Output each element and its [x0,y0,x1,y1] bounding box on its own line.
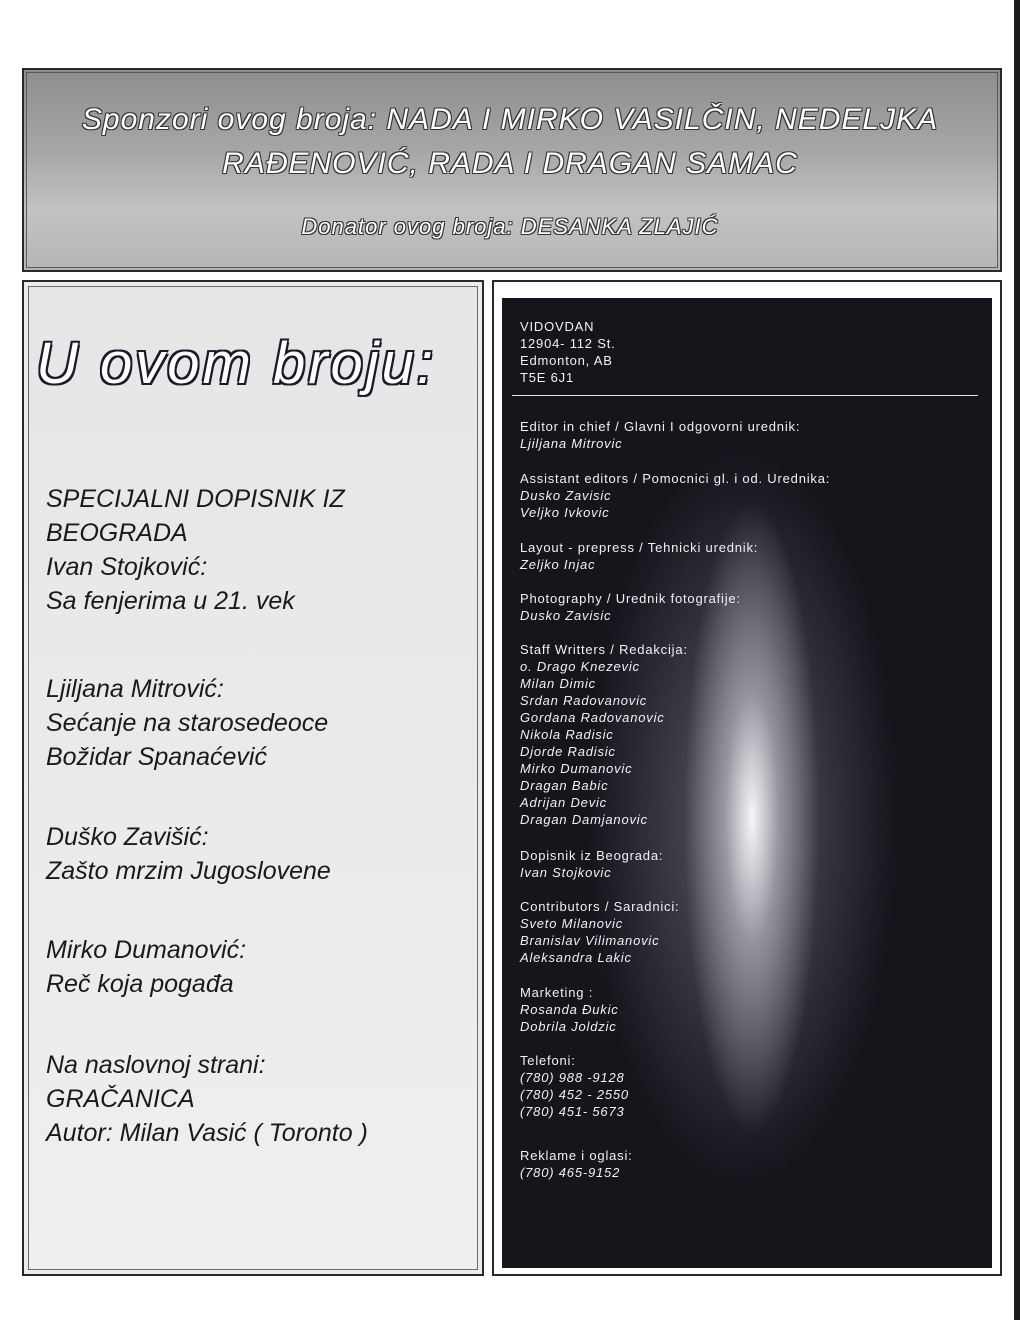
toc-entry-belgrade-correspondent [46,482,476,618]
sponsors-line-1: Sponzori ovog broja: NADA I MIRKO VASILČIN, NEDELJKA [81,103,939,136]
masthead-layout [520,539,980,573]
masthead-heading: Reklame i oglasi: [520,1148,633,1163]
masthead-name: Aleksandra Lakic [520,950,632,965]
masthead-name: Sveto Milanovic [520,916,624,931]
masthead-name: Veljko Ivkovic [520,505,610,520]
phone-number: (780) 465-9152 [520,1165,621,1180]
toc-entry-zavisic [46,820,476,888]
masthead-name: o. Drago Knezevic [520,659,640,674]
masthead-contributors [520,898,980,966]
masthead-name: Zeljko Injac [520,557,596,572]
masthead-advertising [520,1147,980,1181]
masthead-heading: Contributors / Saradnici: [520,899,680,914]
toc-line: GRAČANICA [46,1085,195,1113]
toc-line: Sećanje na starosedeoce [46,709,329,737]
masthead-heading: Assistant editors / Pomocnici gl. i od. Urednika: [520,471,831,486]
sponsors-text [40,98,980,186]
masthead-name: Nikola Radisic [520,727,614,742]
masthead-name: Dobrila Joldzic [520,1019,617,1034]
masthead-staff-writers [520,641,980,828]
toc-line: Reč koja pogađa [46,970,234,998]
masthead-phones [520,1052,980,1120]
divider-rule [512,395,978,396]
masthead-name: Rosanda Đukic [520,1002,619,1017]
toc-line: Ivan Stojković: [46,553,208,581]
toc-entry-dumanovic [46,933,476,1001]
toc-line: Autor: Milan Vasić ( Toronto ) [46,1119,368,1147]
toc-line: Duško Zavišić: [46,823,209,851]
address-line: VIDOVDAN [520,319,595,334]
masthead-heading: Marketing : [520,985,594,1000]
donator-text: Donator ovog broja: DESANKA ZLAJIĆ [301,214,719,239]
masthead-name: Dusko Zavisic [520,488,612,503]
masthead-name: Dusko Zavisic [520,608,612,623]
masthead-editor-in-chief [520,418,980,452]
address-line: 12904- 112 St. [520,336,616,351]
masthead-heading: Photography / Urednik fotografije: [520,591,741,606]
toc-entry-cover [46,1048,476,1150]
toc-line: Ljiljana Mitrović: [46,675,224,703]
toc-line: BEOGRADA [46,519,188,547]
masthead-name: Milan Dimic [520,676,596,691]
masthead-marketing [520,984,980,1035]
toc-line: Sa fenjerima u 21. vek [46,587,295,615]
masthead-heading: Dopisnik iz Beograda: [520,848,664,863]
toc-line: Na naslovnoj strani: [46,1051,266,1079]
masthead-name: Mirko Dumanovic [520,761,633,776]
toc-line: Mirko Dumanović: [46,936,247,964]
masthead-name: Ljiljana Mitrovic [520,436,623,451]
toc-line: Zašto mrzim Jugoslovene [46,857,331,885]
toc-entry-mitrovic [46,672,476,774]
phone-number: (780) 988 -9128 [520,1070,625,1085]
address-line: Edmonton, AB [520,353,613,368]
masthead-heading: Editor in chief / Glavni I odgovorni urednik: [520,419,801,434]
address-line: T5E 6J1 [520,370,575,385]
masthead-name: Gordana Radovanovic [520,710,665,725]
masthead-photography [520,590,980,624]
masthead-name: Srdan Radovanovic [520,693,648,708]
masthead-name: Branislav Vilimanovic [520,933,660,948]
masthead-belgrade-correspondent [520,847,980,881]
toc-line: Božidar Spanaćević [46,743,267,771]
sponsors-line-2: RAĐENOVIĆ, RADA I DRAGAN SAMAC [222,147,798,180]
contents-title: U ovom broju: [36,331,437,396]
phone-number: (780) 451- 5673 [520,1104,625,1119]
masthead-name: Dragan Babic [520,778,609,793]
masthead-assistant-editors [520,470,980,521]
masthead-name: Ivan Stojkovic [520,865,612,880]
masthead-name: Adrijan Devic [520,795,607,810]
masthead-heading: Staff Writters / Redakcija: [520,642,688,657]
masthead-name: Djorde Radisic [520,744,616,759]
phone-number: (780) 452 - 2550 [520,1087,629,1102]
toc-line: SPECIJALNI DOPISNIK IZ [46,485,345,513]
masthead-heading: Layout - prepress / Tehnicki urednik: [520,540,759,555]
publisher-address [520,318,980,386]
masthead-name: Dragan Damjanovic [520,812,648,827]
masthead-heading: Telefoni: [520,1053,576,1068]
